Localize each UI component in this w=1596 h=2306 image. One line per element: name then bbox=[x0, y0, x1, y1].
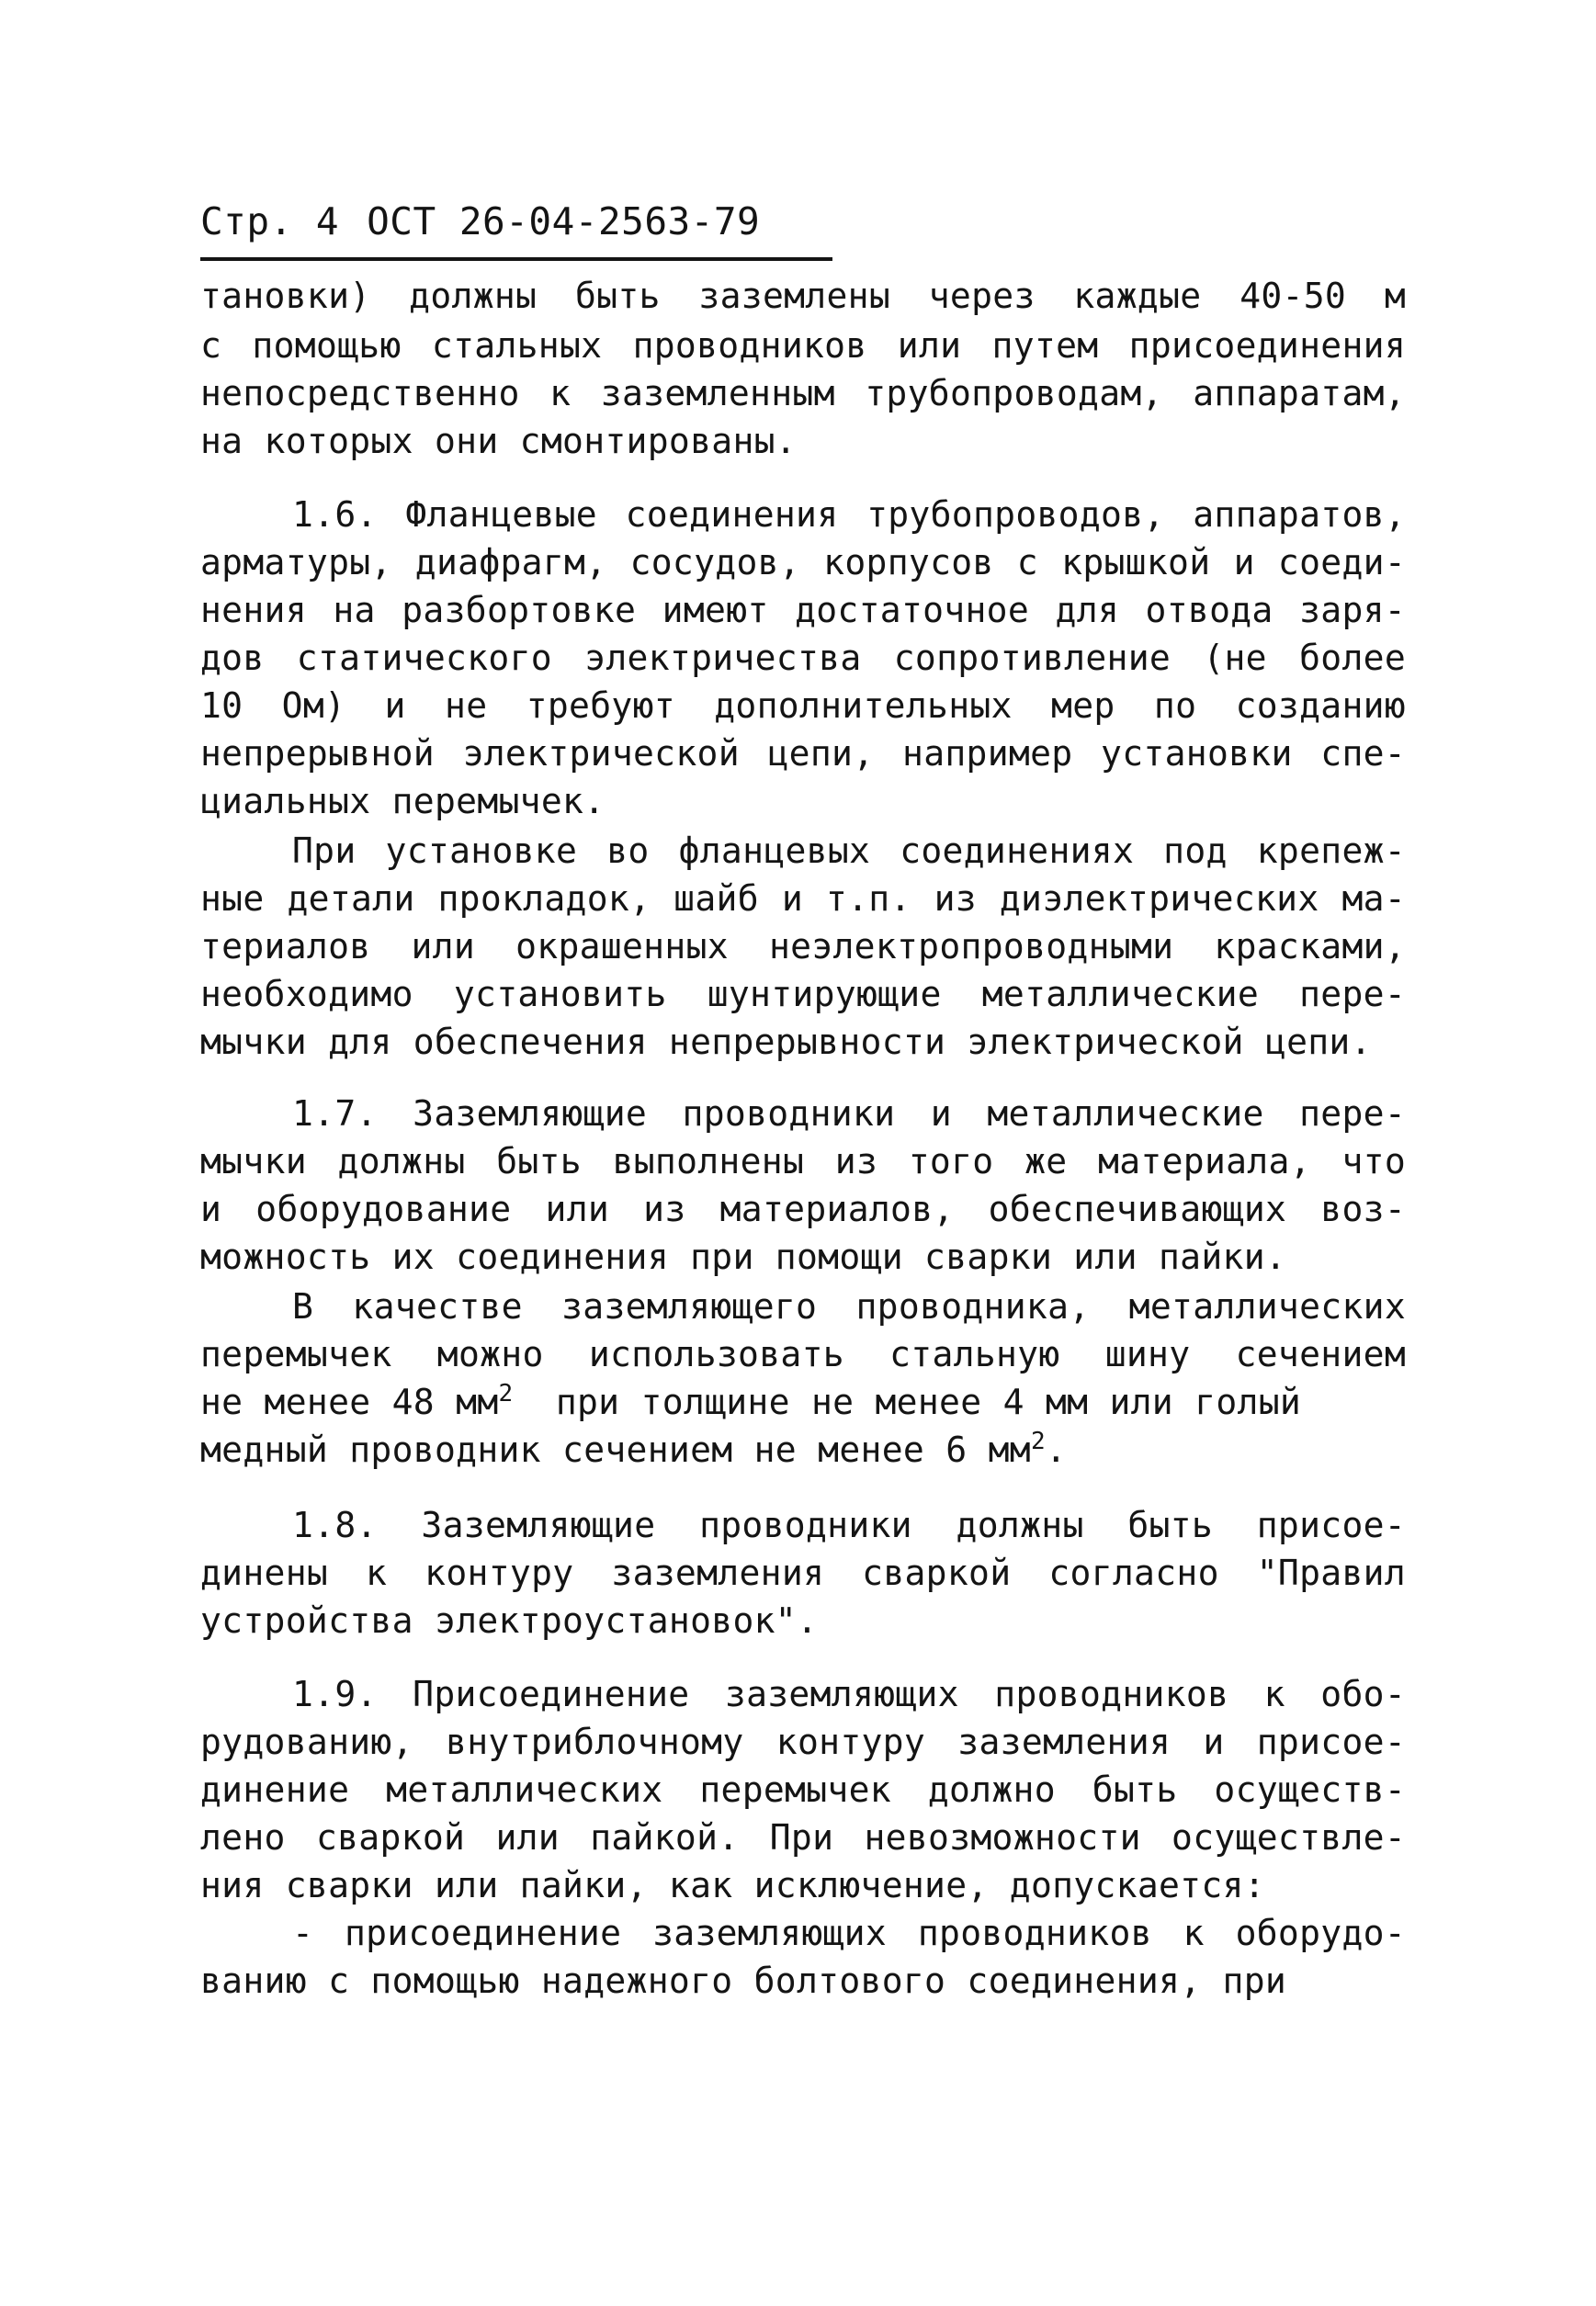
text-fragment: медный проводник сечением не менее 6 мм bbox=[200, 1430, 1031, 1470]
text-line: дов статического электричества сопротивление (не более bbox=[200, 638, 1406, 678]
text-line: ные детали прокладок, шайб и т.п. из диэлектрических ма- bbox=[200, 878, 1406, 919]
superscript: 2 bbox=[1030, 1428, 1046, 1455]
text-line: устройства электроустановок". bbox=[200, 1600, 819, 1641]
text-line: 10 Ом) и не требуют дополнительных мер по созданию bbox=[200, 685, 1406, 726]
text-line: динение металлических перемычек должно быть осуществ- bbox=[200, 1769, 1406, 1810]
superscript: 2 bbox=[498, 1380, 514, 1407]
section-1-6-line: 1.6. Фланцевые соединения трубопроводов, аппаратов, bbox=[292, 494, 1406, 535]
text-line bbox=[200, 1426, 1406, 1474]
text-line: териалов или окрашенных неэлектропроводными красками, bbox=[200, 926, 1406, 966]
text-line: на которых они смонтированы. bbox=[200, 421, 797, 461]
text-line: ния сварки или пайки, как исключение, допускается: bbox=[200, 1865, 1265, 1905]
document-code: ОСТ 26-04-2563-79 bbox=[367, 199, 761, 243]
header-underline bbox=[200, 257, 832, 261]
text-line: мычки должны быть выполнены из того же материала, что bbox=[200, 1141, 1406, 1181]
text-line: нения на разбортовке имеют достаточное для отвода заря- bbox=[200, 590, 1406, 630]
text-line: В качестве заземляющего проводника, металлических bbox=[292, 1286, 1406, 1327]
list-item-line: - присоединение заземляющих проводников к оборудо- bbox=[292, 1913, 1406, 1953]
text-line: мычки для обеспечения непрерывности электрической цепи. bbox=[200, 1022, 1372, 1062]
page-header bbox=[200, 197, 760, 246]
text-line: ванию с помощью надежного болтового соединения, при bbox=[200, 1961, 1287, 2001]
section-1-7-line: 1.7. Заземляющие проводники и металлические пере- bbox=[292, 1093, 1406, 1134]
section-1-9-line: 1.9. Присоединение заземляющих проводников к обо- bbox=[292, 1674, 1406, 1714]
text-line: При установке во фланцевых соединениях под крепеж- bbox=[292, 831, 1406, 871]
text-line: циальных перемычек. bbox=[200, 781, 606, 821]
text-line: рудованию, внутриблочному контуру заземления и присое- bbox=[200, 1722, 1406, 1762]
text-line: динены к контуру заземления сваркой согласно "Правил bbox=[200, 1553, 1406, 1593]
text-line: непрерывной электрической цепи, например установки спе- bbox=[200, 733, 1406, 774]
text-line: тановки) должны быть заземлены через каждые 40-50 м bbox=[200, 276, 1406, 316]
text-line: и оборудование или из материалов, обеспечивающих воз- bbox=[200, 1189, 1406, 1229]
text-fragment: при толщине не менее 4 мм или голый bbox=[555, 1382, 1302, 1422]
text-line: необходимо установить шунтирующие металлические пере- bbox=[200, 974, 1406, 1014]
text-line: с помощью стальных проводников или путем присоединения bbox=[200, 325, 1406, 366]
section-1-8-line: 1.8. Заземляющие проводники должны быть присое- bbox=[292, 1505, 1406, 1545]
text-line: лено сваркой или пайкой. При невозможности осуществле- bbox=[200, 1817, 1406, 1858]
text-line bbox=[200, 1378, 1406, 1426]
text-line: непосредственно к заземленным трубопроводам, аппаратам, bbox=[200, 373, 1406, 413]
text-line: арматуры, диафрагм, сосудов, корпусов с крышкой и соеди- bbox=[200, 542, 1406, 582]
text-line: перемычек можно использовать стальную шину сечением bbox=[200, 1334, 1406, 1374]
text-fragment: не менее 48 мм bbox=[200, 1382, 499, 1422]
text-fragment: . bbox=[1045, 1430, 1068, 1470]
text-line: можность их соединения при помощи сварки или пайки. bbox=[200, 1237, 1287, 1277]
page-number: Стр. 4 bbox=[200, 199, 340, 243]
